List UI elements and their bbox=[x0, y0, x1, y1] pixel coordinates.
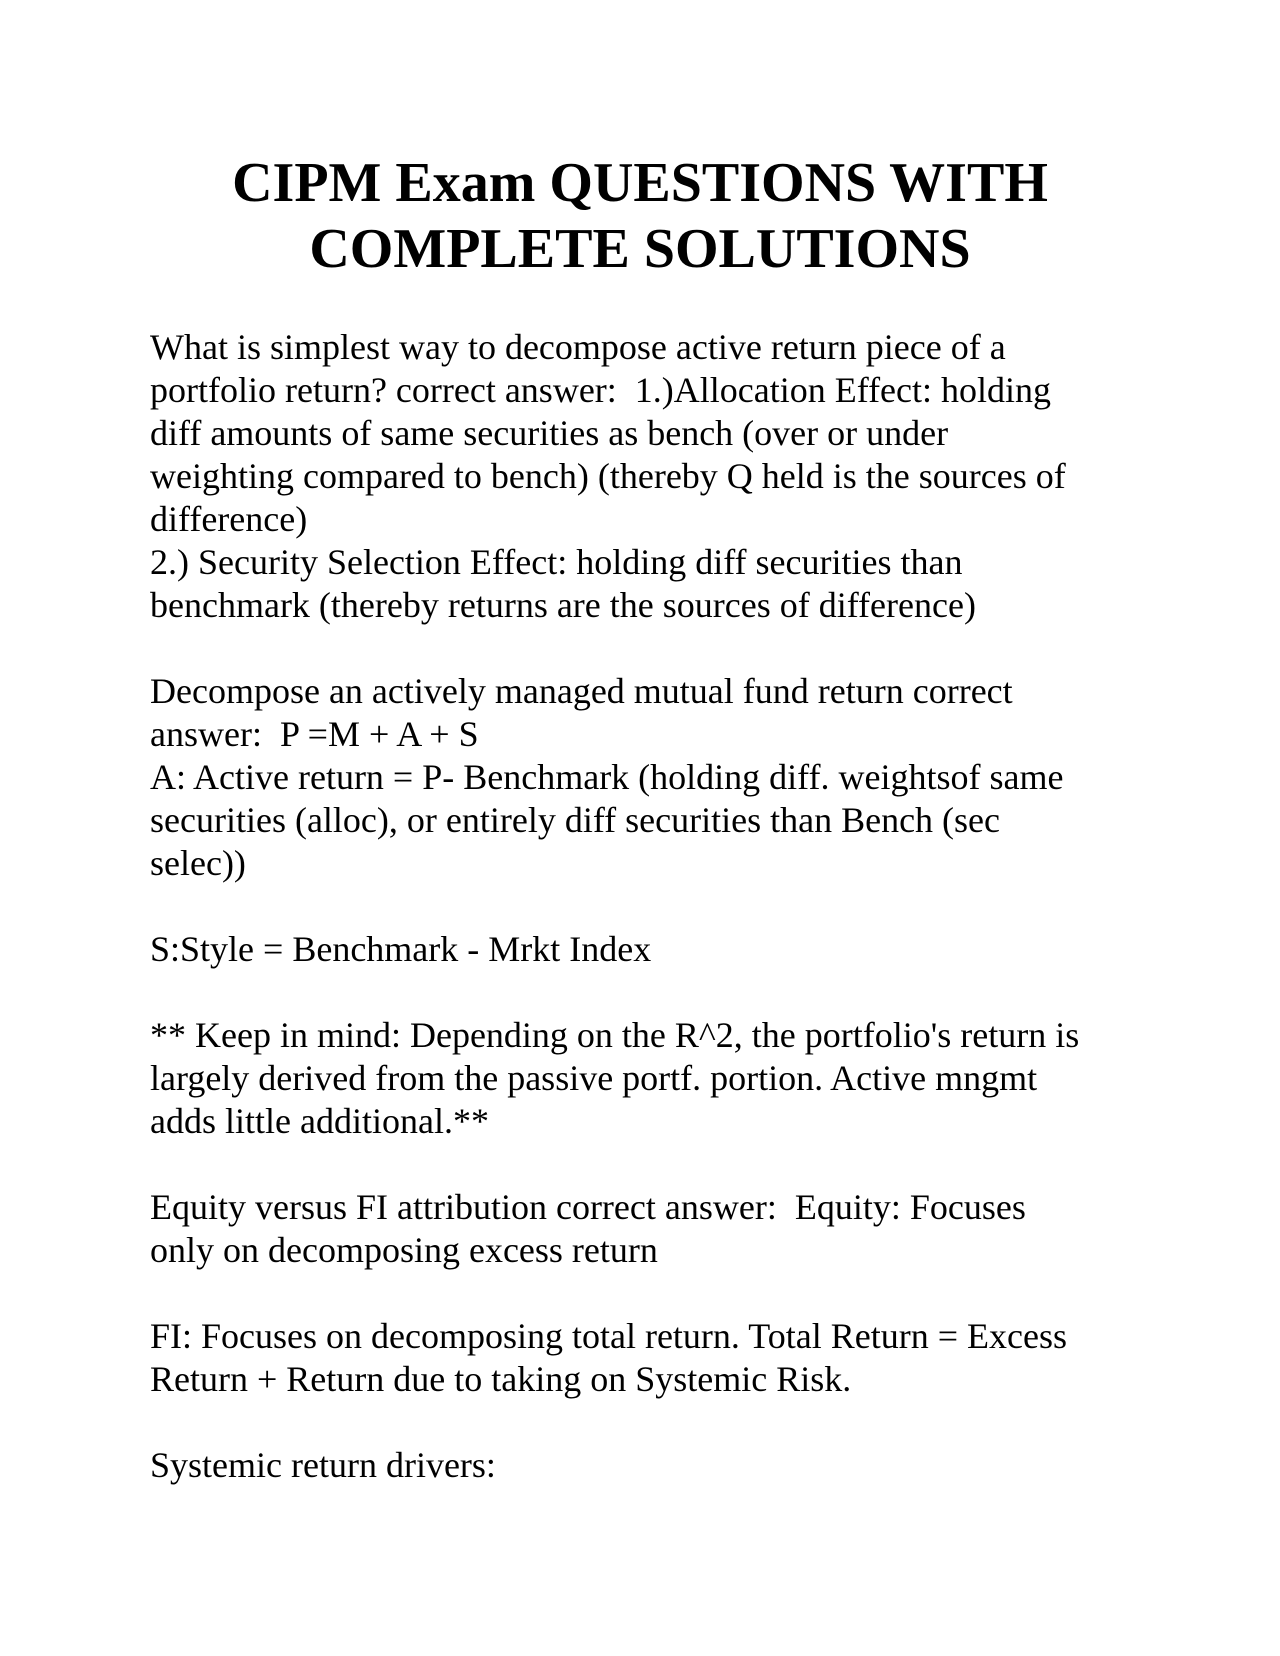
paragraph-equity-vs-fi-question bbox=[150, 1186, 1150, 1272]
text-line: ** Keep in mind: Depending on the R^2, the portfolio's return is bbox=[150, 1015, 1080, 1055]
paragraph-allocation-question bbox=[150, 326, 1150, 627]
document-title bbox=[150, 150, 1130, 282]
paragraph-gap bbox=[150, 971, 1150, 1014]
text-line: S:Style = Benchmark - Mrkt Index bbox=[150, 929, 652, 969]
paragraph-systemic-drivers bbox=[150, 1444, 1150, 1487]
text-line: 2.) Security Selection Effect: holding diff securities than bbox=[150, 542, 963, 582]
text-line: difference) bbox=[150, 499, 308, 539]
text-line: answer: P =M + A + S bbox=[150, 714, 479, 754]
text-line: What is simplest way to decompose active return piece of a bbox=[150, 327, 1006, 367]
paragraph-gap bbox=[150, 1143, 1150, 1186]
text-line: adds little additional.** bbox=[150, 1101, 489, 1141]
paragraph-gap bbox=[150, 1401, 1150, 1444]
paragraph-mutual-fund-question bbox=[150, 670, 1150, 885]
text-line: FI: Focuses on decomposing total return. Total Return = Excess bbox=[150, 1316, 1067, 1356]
paragraph-fi-definition bbox=[150, 1315, 1150, 1401]
paragraph-gap bbox=[150, 1272, 1150, 1315]
text-line: largely derived from the passive portf. portion. Active mngmt bbox=[150, 1058, 1038, 1098]
paragraph-style-definition bbox=[150, 928, 1150, 971]
text-line: Return + Return due to taking on Systemic Risk. bbox=[150, 1359, 852, 1399]
text-line: only on decomposing excess return bbox=[150, 1230, 658, 1270]
title-line-1: CIPM Exam QUESTIONS WITH bbox=[232, 152, 1048, 214]
document-body bbox=[150, 326, 1150, 1487]
text-line: Systemic return drivers: bbox=[150, 1445, 496, 1485]
title-line-2: COMPLETE SOLUTIONS bbox=[309, 218, 971, 280]
paragraph-gap bbox=[150, 885, 1150, 928]
text-line: benchmark (thereby returns are the sources of difference) bbox=[150, 585, 976, 625]
text-line: Decompose an actively managed mutual fund return correct bbox=[150, 671, 1013, 711]
text-line: Equity versus FI attribution correct answer: Equity: Focuses bbox=[150, 1187, 1026, 1227]
text-line: portfolio return? correct answer: 1.)Allocation Effect: holding bbox=[150, 370, 1052, 410]
text-line: selec)) bbox=[150, 843, 246, 883]
paragraph-keep-in-mind-note bbox=[150, 1014, 1150, 1143]
text-line: weighting compared to bench) (thereby Q held is the sources of bbox=[150, 456, 1066, 496]
paragraph-gap bbox=[150, 627, 1150, 670]
text-line: diff amounts of same securities as bench (over or under bbox=[150, 413, 949, 453]
text-line: A: Active return = P- Benchmark (holding diff. weightsof same bbox=[150, 757, 1064, 797]
text-line: securities (alloc), or entirely diff securities than Bench (sec bbox=[150, 800, 1001, 840]
